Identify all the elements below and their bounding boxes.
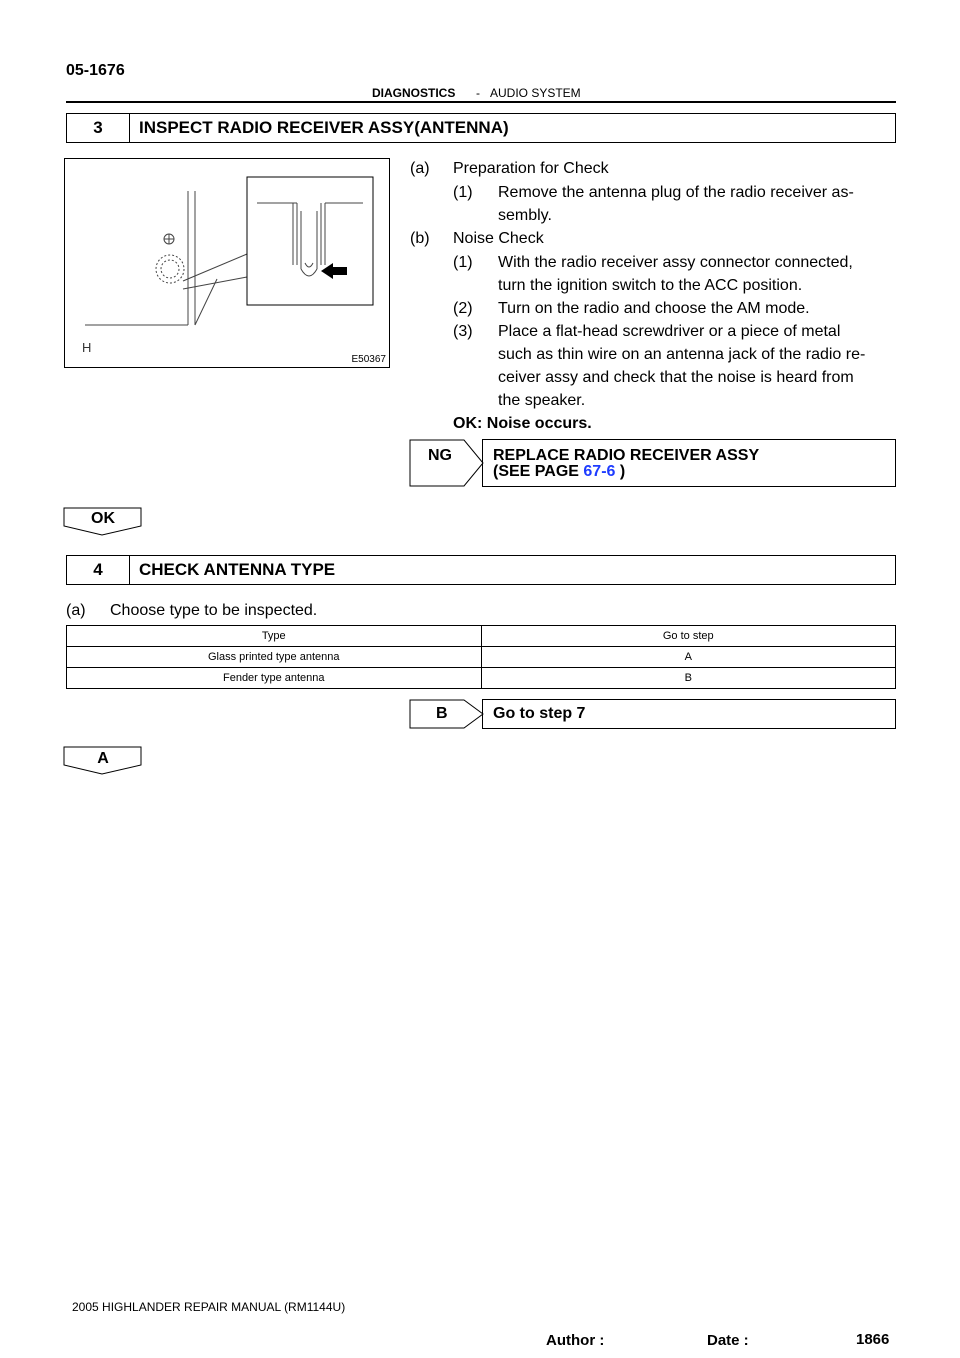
arrow-icon xyxy=(321,263,347,279)
header-rule xyxy=(66,101,896,103)
item-b3-line3: ceiver assy and check that the noise is heard from xyxy=(498,369,854,386)
ok-criteria: OK: Noise occurs. xyxy=(453,415,592,432)
item-b-label: (b) xyxy=(410,230,430,247)
figure-id: E50367 xyxy=(351,354,386,365)
b-result-text: Go to step 7 xyxy=(493,705,586,722)
subsection-name: AUDIO SYSTEM xyxy=(490,86,581,100)
page-number: 05-1676 xyxy=(66,62,125,79)
item-b-text: Noise Check xyxy=(453,230,544,247)
date-label: Date : xyxy=(707,1332,749,1349)
page-link[interactable]: 67-6 xyxy=(583,463,616,480)
table-row xyxy=(67,668,896,689)
a-flow-label: A xyxy=(97,750,109,767)
step-3-number: 3 xyxy=(67,114,130,142)
step4-a-label: (a) xyxy=(66,602,86,619)
b-label: B xyxy=(436,705,448,722)
footer-page-number: 1866 xyxy=(856,1331,890,1348)
item-a1-line1: Remove the antenna plug of the radio receiver as- xyxy=(498,184,854,201)
table-cell: A xyxy=(481,647,896,668)
item-b1-label: (1) xyxy=(453,254,473,271)
table-row xyxy=(67,647,896,668)
table-cell: Fender type antenna xyxy=(67,668,482,689)
ng-result-line2 xyxy=(493,464,625,480)
table-header-go-to-step: Go to step xyxy=(481,626,896,647)
item-b1-line1: With the radio receiver assy connector connected, xyxy=(498,254,853,271)
step4-a-text: Choose type to be inspected. xyxy=(110,602,318,619)
antenna-jack-illustration xyxy=(65,159,389,367)
step-3-header xyxy=(66,113,896,143)
item-b3-label: (3) xyxy=(453,323,473,340)
table-cell: Glass printed type antenna xyxy=(67,647,482,668)
antenna-type-table xyxy=(66,625,896,689)
step-3-title: INSPECT RADIO RECEIVER ASSY(ANTENNA) xyxy=(139,118,509,137)
step-4-number: 4 xyxy=(67,556,130,584)
ng-result-line1: REPLACE RADIO RECEIVER ASSY xyxy=(493,447,760,464)
item-b2-text: Turn on the radio and choose the AM mode. xyxy=(498,300,810,317)
item-b3-line4: the speaker. xyxy=(498,392,586,409)
see-page-prefix: (SEE PAGE xyxy=(493,463,584,480)
step-4-title: CHECK ANTENNA TYPE xyxy=(139,560,336,579)
b-result-box xyxy=(482,699,896,729)
item-b2-label: (2) xyxy=(453,300,473,317)
section-name: DIAGNOSTICS xyxy=(372,86,456,100)
item-a1-label: (1) xyxy=(453,184,473,201)
item-a-label: (a) xyxy=(410,160,430,177)
item-b3-line2: such as thin wire on an antenna jack of the radio re- xyxy=(498,346,866,363)
ng-label: NG xyxy=(428,447,452,464)
table-cell: B xyxy=(481,668,896,689)
step-4-header xyxy=(66,555,896,585)
author-label: Author : xyxy=(546,1332,605,1349)
manual-title: 2005 HIGHLANDER REPAIR MANUAL (RM1144U) xyxy=(72,1300,346,1314)
figure-letter: H xyxy=(82,340,92,355)
table-header-type: Type xyxy=(67,626,482,647)
ng-result-box xyxy=(482,439,896,487)
ok-flow-label: OK xyxy=(91,510,115,527)
header-separator: - xyxy=(476,86,480,100)
table-header-row xyxy=(67,626,896,647)
item-b1-line2: turn the ignition switch to the ACC position. xyxy=(498,277,803,294)
item-a1-line2: sembly. xyxy=(498,207,552,224)
see-page-suffix: ) xyxy=(615,463,626,480)
antenna-jack-figure xyxy=(64,158,390,368)
item-a-text: Preparation for Check xyxy=(453,160,609,177)
item-b3-line1: Place a flat-head screwdriver or a piece of metal xyxy=(498,323,841,340)
